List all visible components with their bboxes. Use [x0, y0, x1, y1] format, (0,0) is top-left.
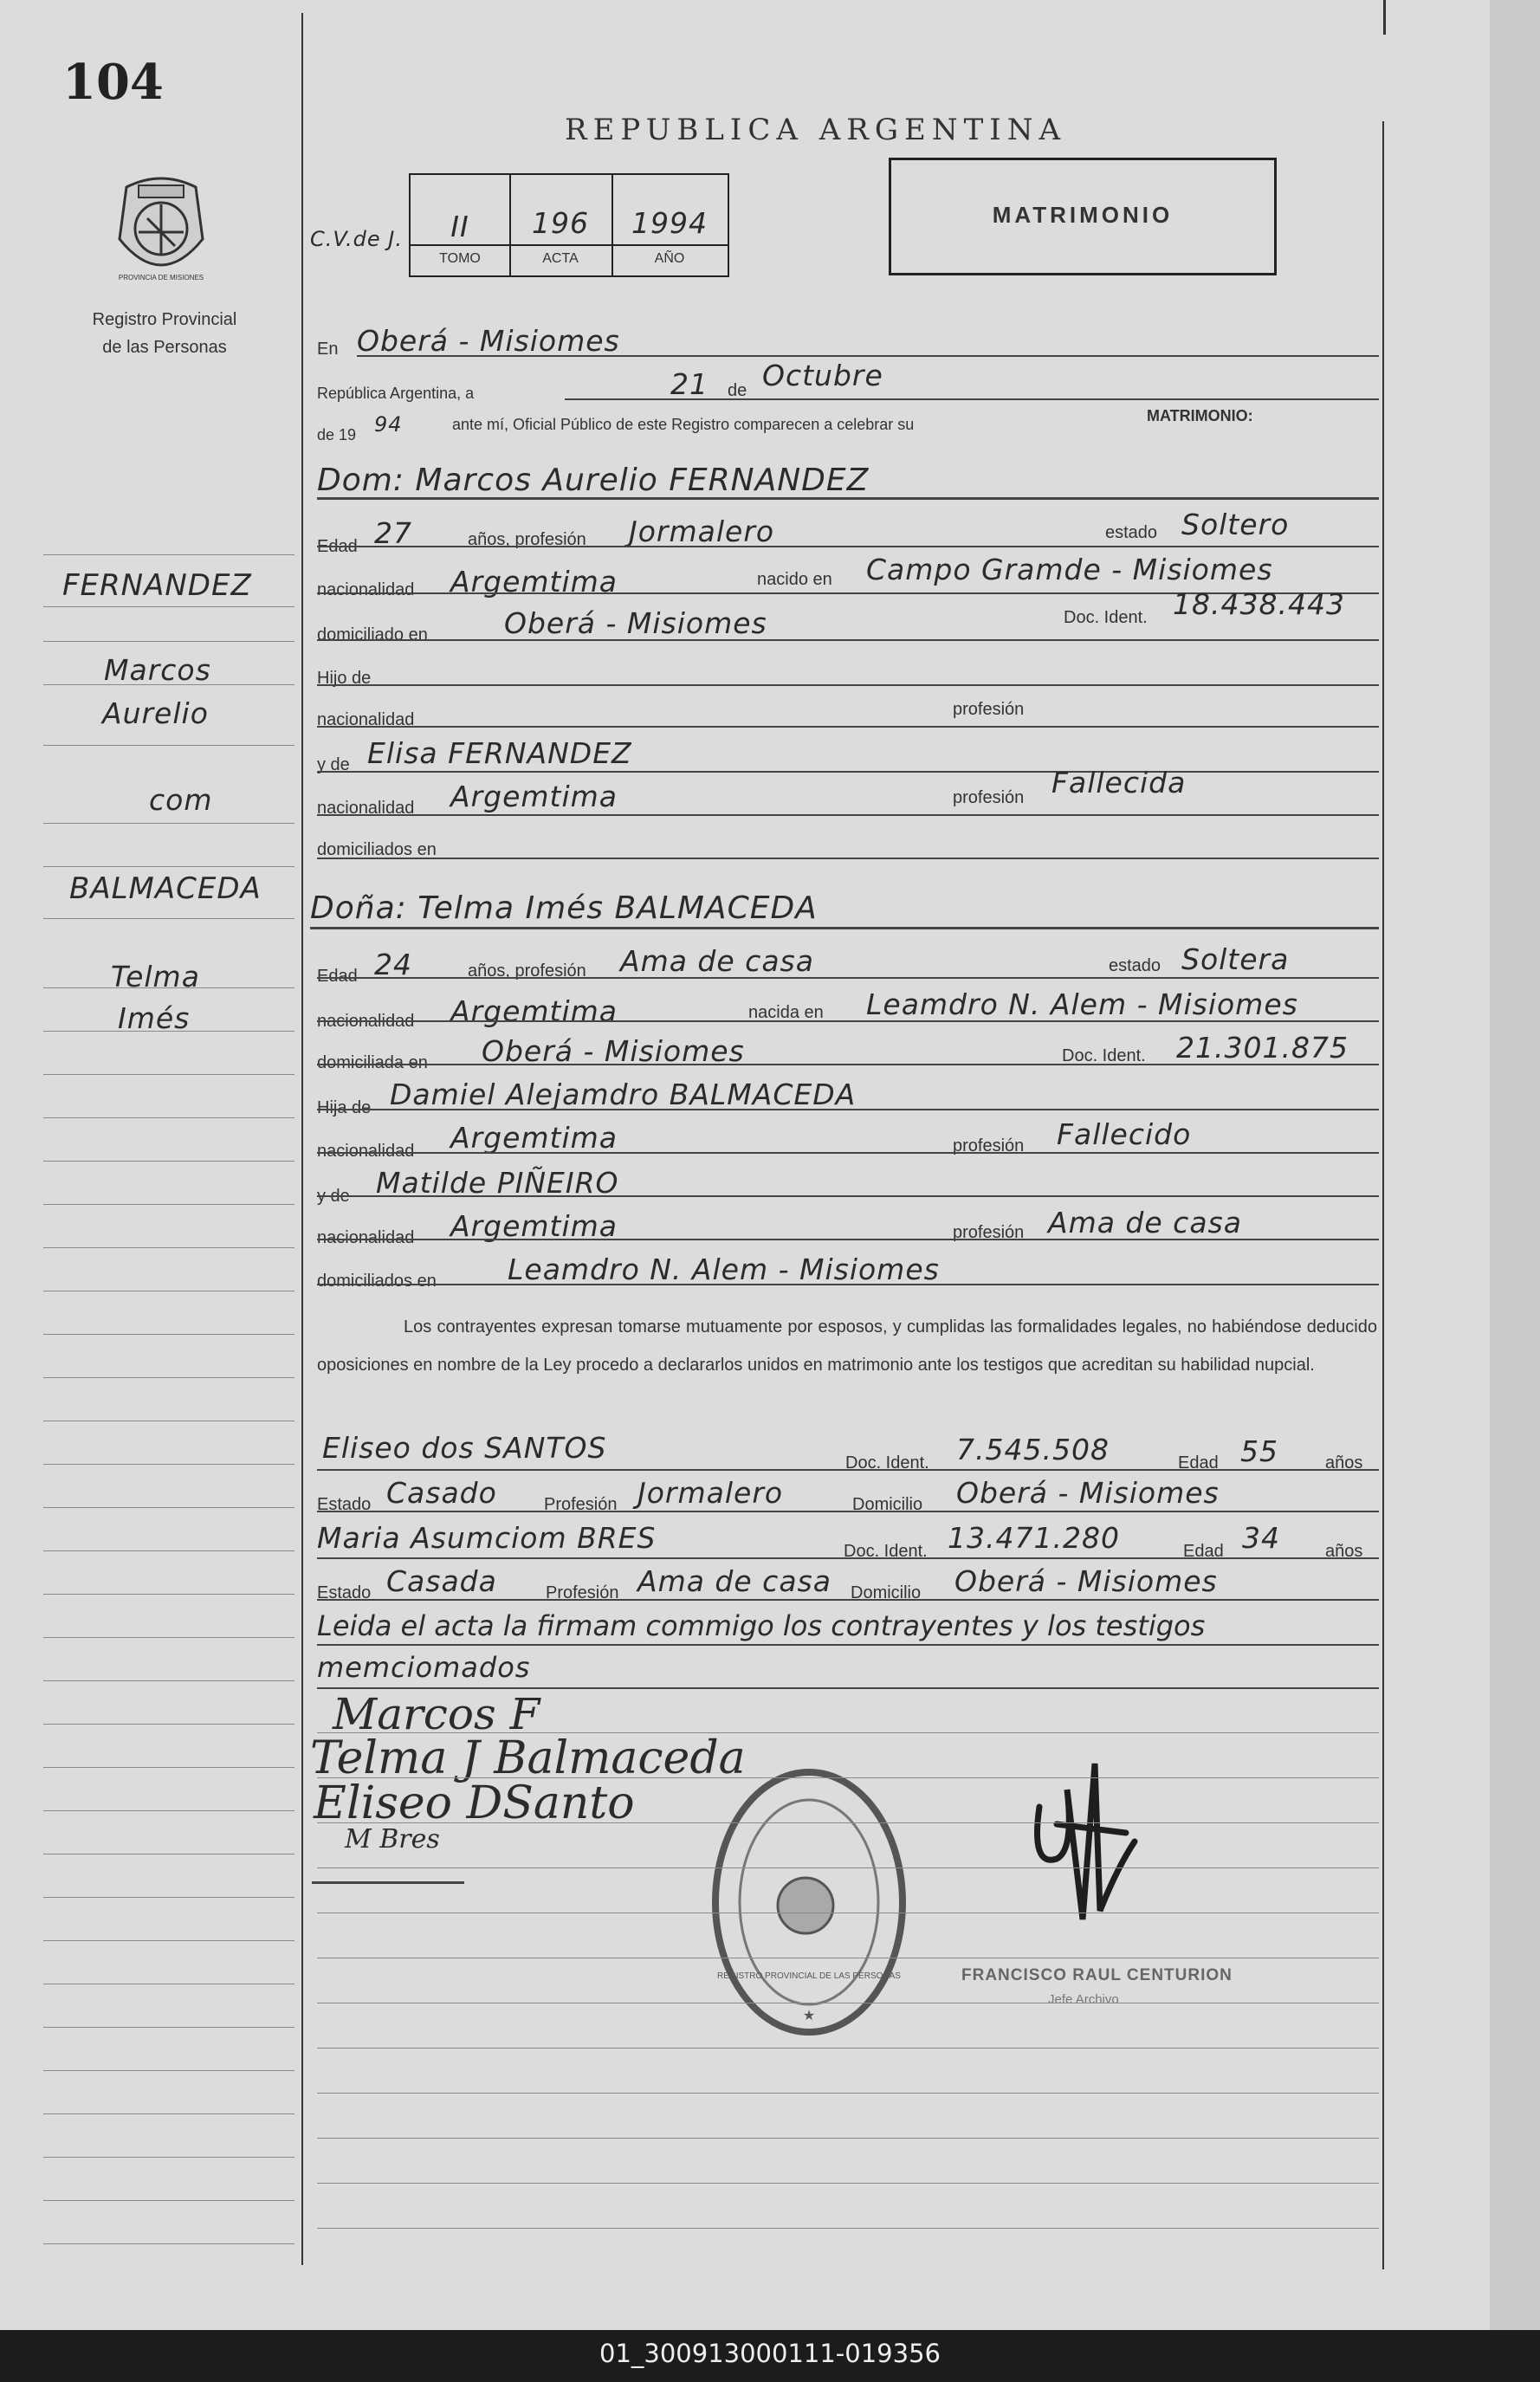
witness2-name: Maria Asumciom BRES	[317, 1521, 657, 1555]
top-tick	[1383, 0, 1386, 35]
bride-nationality: Argemtima	[450, 994, 618, 1028]
groom-status-label: estado	[1105, 523, 1158, 542]
bride-line-1	[317, 977, 1379, 979]
witness1-age-label: Edad	[1178, 1453, 1219, 1473]
bride-line-4	[317, 1109, 1379, 1110]
witness1-domicile-label: Domicilio	[852, 1495, 923, 1514]
groom-title: Dom: Marcos Aurelio FERNANDEZ	[317, 463, 870, 498]
groom-nationality: Argemtima	[450, 565, 618, 599]
closing-line2: memciomados	[317, 1651, 531, 1684]
groom-father-label: Hijo de	[317, 669, 372, 688]
document-type-box	[889, 158, 1277, 275]
groom-line-5	[317, 726, 1379, 728]
bride-mother-prof-label: profesión	[953, 1223, 1025, 1242]
intro-text: ante mí, Oficial Público de este Registro comparecen a celebrar su	[452, 416, 915, 433]
groom-domicile: Oberá - Misiomes	[504, 606, 767, 640]
margin-note-surname: FERNANDEZ	[62, 568, 252, 603]
bride-domicile: Oberá - Misiomes	[482, 1034, 745, 1068]
groom-title-line	[317, 497, 1379, 500]
groom-birthplace-label: nacido en	[757, 570, 832, 589]
margin-note-com: com	[149, 783, 213, 817]
provincial-emblem	[109, 170, 213, 291]
bride-doc: 21.301.875	[1176, 1031, 1349, 1065]
groom-birthplace: Campo Gramde - Misiomes	[866, 553, 1273, 586]
groom-line-7	[317, 814, 1379, 816]
year-prefix: de 19	[317, 426, 357, 443]
signature-witness1: Eliseo DSanto	[314, 1777, 635, 1829]
witness1-doc-label: Doc. Ident.	[845, 1453, 929, 1473]
witness2-doc: 13.471.280	[948, 1521, 1120, 1555]
margin-note-surname2: BALMACEDA	[69, 871, 262, 906]
page-number: 104	[62, 54, 164, 111]
acta-label: ACTA	[542, 251, 579, 266]
bride-age: 24	[374, 948, 412, 981]
margin-note-name1: Marcos	[104, 653, 211, 687]
signature-witness2: M Bres	[345, 1824, 440, 1854]
groom-nationality-label: nacionalidad	[317, 580, 415, 599]
bride-mother-label: y de	[317, 1187, 350, 1206]
witness2-profession-label: Profesión	[546, 1583, 619, 1602]
witness2-age-label: Edad	[1183, 1542, 1224, 1561]
bride-line-5	[317, 1152, 1379, 1154]
signature-bride: Telma J Balmaceda	[310, 1732, 746, 1784]
bride-domicile-label: domiciliada en	[317, 1053, 428, 1072]
page-edge	[1490, 0, 1540, 2330]
acta-value: 196	[532, 206, 589, 240]
bride-mother-profession: Ama de casa	[1048, 1206, 1242, 1240]
margin-divider	[301, 13, 303, 2265]
groom-age: 27	[374, 516, 412, 550]
bride-profession-label: años, profesión	[468, 961, 586, 981]
witness1-age: 55	[1240, 1434, 1278, 1468]
en-label: En	[317, 340, 339, 359]
bride-father-label: Hija de	[317, 1098, 372, 1117]
country-title: REPUBLICA ARGENTINA	[565, 113, 1067, 147]
bride-father-nationality: Argemtima	[450, 1121, 618, 1155]
groom-mother-nat-label: nacionalidad	[317, 799, 415, 818]
officer-role: Jefe Archivo	[1048, 1992, 1119, 2007]
de-label: de	[728, 381, 747, 400]
witness2-years-label: años	[1325, 1542, 1363, 1561]
month: Octubre	[762, 359, 883, 392]
groom-profession-label: años, profesión	[468, 530, 586, 549]
groom-father-nat-label: nacionalidad	[317, 710, 415, 729]
place: Oberá - Misiomes	[357, 324, 620, 358]
witness1-name: Eliseo dos SANTOS	[322, 1431, 607, 1465]
margin-note-name2: Aurelio	[102, 696, 209, 730]
groom-profession: Jormalero	[629, 515, 775, 548]
witness2-status-label: Estado	[317, 1583, 372, 1602]
witness2-profession: Ama de casa	[637, 1564, 831, 1598]
bride-line-7	[317, 1239, 1379, 1240]
bride-age-label: Edad	[317, 967, 358, 986]
witness1-domicile: Oberá - Misiomes	[956, 1476, 1220, 1510]
groom-doc-label: Doc. Ident.	[1064, 608, 1148, 627]
date-line	[565, 398, 1379, 400]
seal-text: REGISTRO PROVINCIAL DE LAS PERSONAS	[717, 1971, 901, 1981]
bride-mother: Matilde PIÑEIRO	[376, 1166, 619, 1200]
groom-father-prof-label: profesión	[953, 700, 1025, 719]
groom-age-label: Edad	[317, 537, 358, 556]
groom-line-3	[317, 639, 1379, 641]
bride-father-prof-label: profesión	[953, 1136, 1025, 1155]
republic-label: República Argentina, a	[317, 385, 475, 402]
groom-doc: 18.438.443	[1173, 587, 1345, 621]
document-type: MATRIMONIO	[992, 202, 1174, 228]
bride-father-nat-label: nacionalidad	[317, 1142, 415, 1161]
bride-nationality-label: nacionalidad	[317, 1012, 415, 1031]
official-seal	[709, 1764, 909, 2041]
bride-line-2	[317, 1020, 1379, 1022]
day: 21	[670, 367, 709, 401]
witness1-profession-label: Profesión	[544, 1495, 618, 1514]
bride-birthplace: Leamdro N. Alem - Misiomes	[866, 987, 1298, 1021]
svg-text:★: ★	[802, 2009, 816, 2023]
witness2-doc-label: Doc. Ident.	[844, 1542, 928, 1561]
tomo-value: II	[450, 210, 469, 243]
witness2-line-1	[317, 1557, 1379, 1559]
bride-parents-dom-label: domiciliados en	[317, 1272, 437, 1291]
closing-rule-1	[317, 1644, 1379, 1646]
bride-birthplace-label: nacida en	[748, 1003, 824, 1022]
right-border	[1382, 121, 1384, 2269]
volume-box	[409, 173, 729, 277]
groom-line-6	[317, 771, 1379, 773]
cv-label: C.V.de J.	[310, 227, 404, 251]
image-id-caption: 01_300913000111-019356	[599, 2339, 941, 2368]
witness2-status: Casada	[386, 1564, 497, 1598]
groom-mother-label: y de	[317, 755, 350, 774]
groom-mother: Elisa FERNANDEZ	[367, 736, 632, 770]
groom-mother-prof-label: profesión	[953, 788, 1025, 807]
groom-domicile-label: domiciliado en	[317, 625, 428, 644]
place-line	[357, 355, 1379, 357]
bride-father: Damiel Alejamdro BALMACEDA	[390, 1078, 857, 1111]
witness1-profession: Jormalero	[637, 1476, 784, 1510]
bride-doc-label: Doc. Ident.	[1062, 1046, 1146, 1065]
tomo-label: TOMO	[439, 251, 481, 266]
witness1-line-2	[317, 1511, 1379, 1512]
margin-note-name4: Imés	[118, 1001, 191, 1035]
officer-signature-mark	[1022, 1738, 1152, 1937]
bride-line-8	[317, 1284, 1379, 1285]
witness2-domicile-label: Domicilio	[851, 1583, 922, 1602]
witness1-years-label: años	[1325, 1453, 1363, 1473]
bride-mother-nationality: Argemtima	[450, 1209, 618, 1243]
witness2-age: 34	[1242, 1521, 1280, 1555]
bride-line-6	[317, 1195, 1379, 1197]
witness1-status-label: Estado	[317, 1495, 372, 1514]
officer-name: FRANCISCO RAUL CENTURION	[961, 1966, 1233, 1984]
groom-line-4	[317, 684, 1379, 686]
groom-mother-profession: Fallecida	[1051, 766, 1187, 799]
groom-line-1	[317, 546, 1379, 547]
bride-profession: Ama de casa	[620, 944, 814, 978]
bride-parents-domicile: Leamdro N. Alem - Misiomes	[508, 1252, 940, 1286]
signature-underline	[312, 1881, 464, 1884]
witness1-status: Casado	[386, 1476, 497, 1510]
bride-title-line	[310, 927, 1379, 929]
year-value: 1994	[631, 206, 708, 240]
bride-father-profession: Fallecido	[1057, 1117, 1192, 1151]
bride-line-3	[317, 1064, 1379, 1065]
bride-title: Doña: Telma Imés BALMACEDA	[310, 890, 818, 926]
emblem-text: PROVINCIA DE MISIONES	[118, 274, 204, 282]
bride-status: Soltera	[1181, 942, 1290, 976]
groom-status: Soltero	[1181, 508, 1290, 541]
declaration-text: Los contrayentes expresan tomarse mutuamente por esposos, y cumplidas las formalidades legales, no habiéndose deducido oposiciones en nombre de la Ley procedo a declararlos unidos en matrimonio ante los testigos que acreditan su habilidad nupcial.	[317, 1317, 1377, 1375]
registry-line1: Registro Provincial	[92, 310, 237, 329]
witness2-line-2	[317, 1599, 1379, 1601]
witness1-doc: 7.545.508	[956, 1433, 1110, 1466]
witness2-domicile: Oberá - Misiomes	[954, 1564, 1218, 1598]
groom-line-8	[317, 858, 1379, 859]
signature-groom: Marcos F	[333, 1689, 540, 1739]
registry-line2: de las Personas	[102, 338, 227, 357]
year-label: AÑO	[654, 251, 685, 266]
bride-mother-nat-label: nacionalidad	[317, 1228, 415, 1247]
groom-parents-dom-label: domiciliados en	[317, 840, 437, 859]
closing-line1: Leida el acta la firmam commigo los contrayentes y los testigos	[317, 1609, 1206, 1642]
witness1-line-1	[317, 1469, 1379, 1471]
margin-note-name3: Telma	[111, 960, 200, 994]
groom-mother-nationality: Argemtima	[450, 780, 618, 813]
year-suffix: 94	[374, 412, 403, 437]
bride-status-label: estado	[1109, 956, 1161, 975]
matrimonio-label: MATRIMONIO:	[1147, 407, 1253, 424]
